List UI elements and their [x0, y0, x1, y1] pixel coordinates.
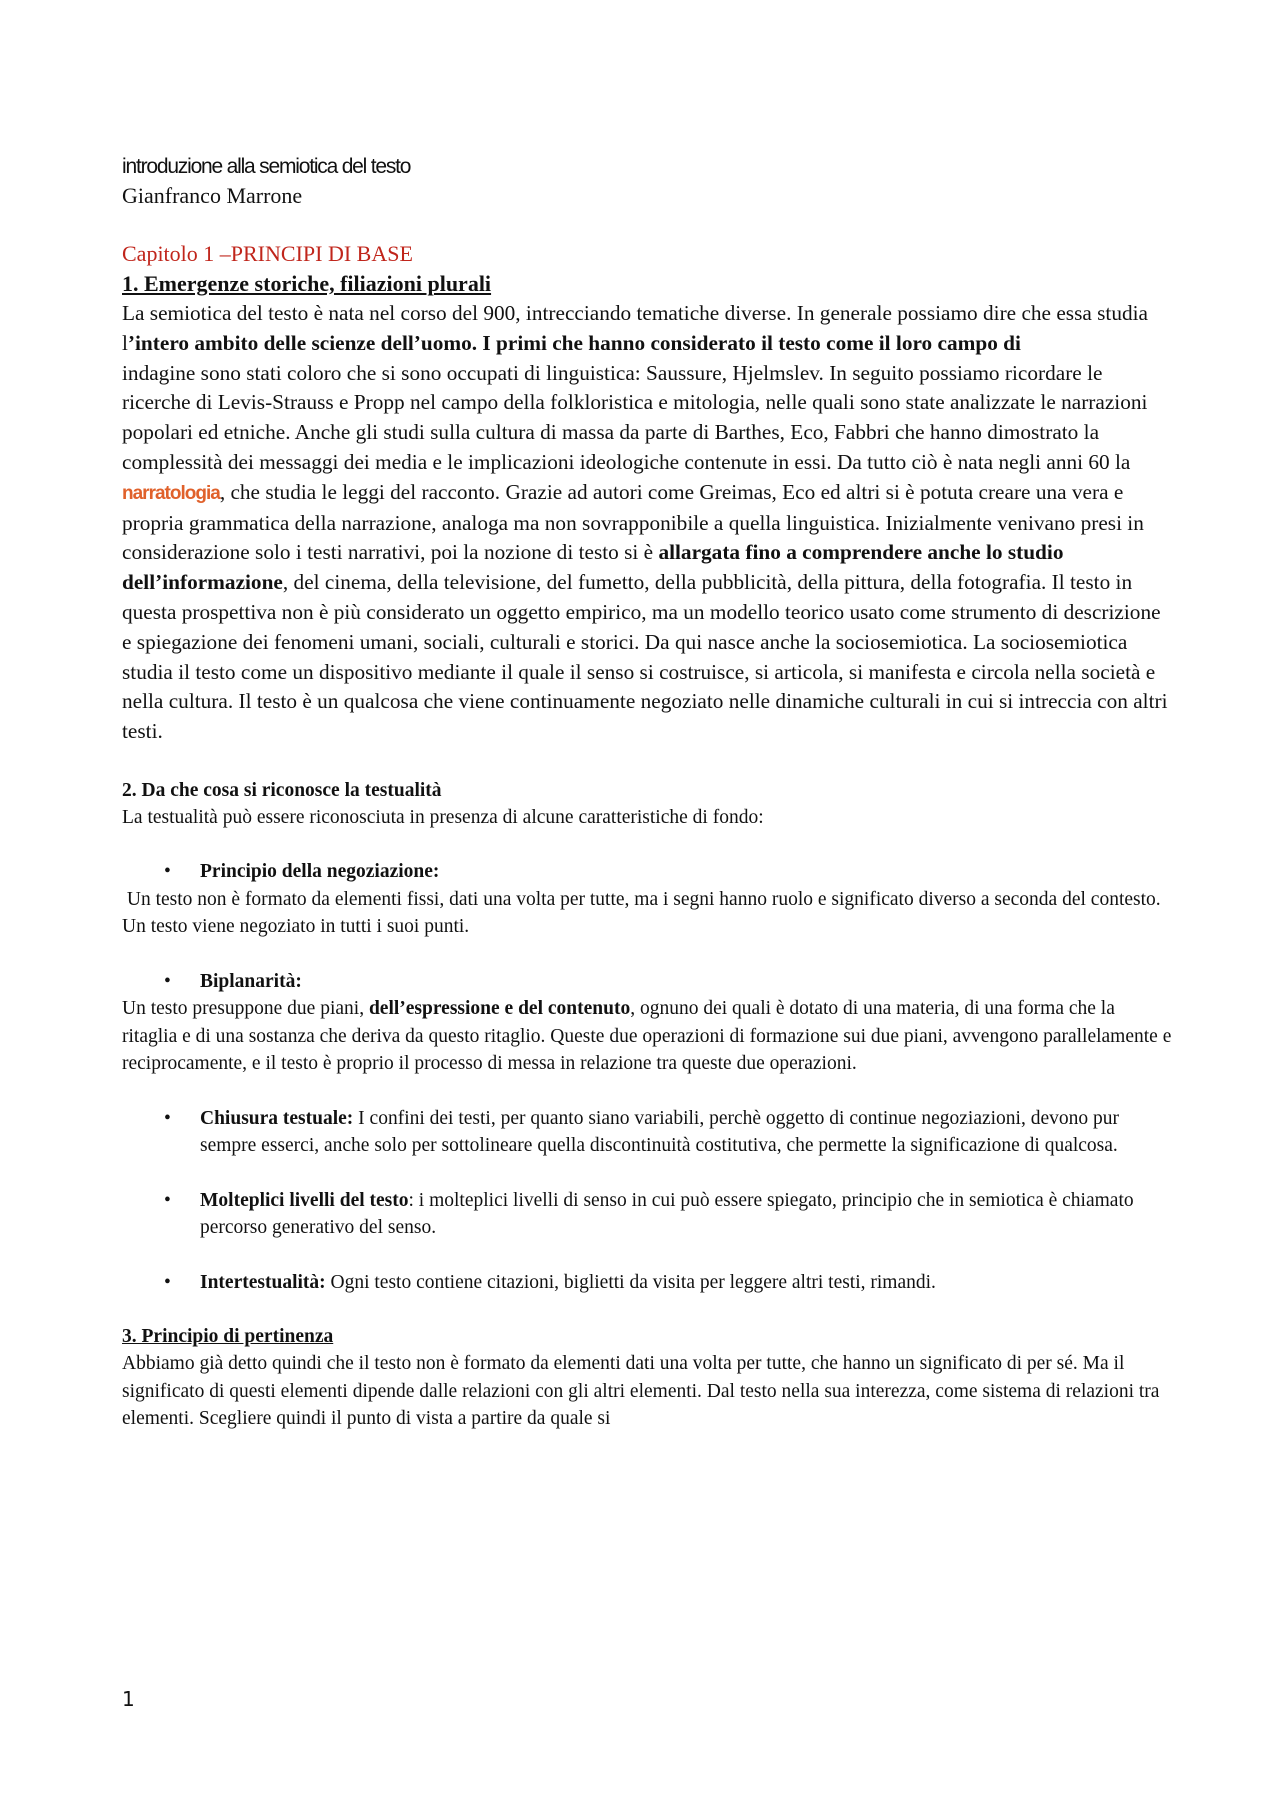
spacer: [122, 1160, 1172, 1187]
section-1-paragraph-1: [122, 299, 1172, 359]
spacer: [122, 941, 1172, 968]
bullet-item: [122, 1269, 1172, 1297]
bullet-text: I confini dei testi, per quanto siano variabili, perchè oggetto di continue negoziazioni, devono pur sempre esserci, anche solo per sottolineare quella discontinuità costitutiva, che permette la significazione di qualcosa.: [200, 1107, 1119, 1157]
bullet-description: [122, 995, 1172, 1078]
bullet-title: Intertestualità:: [200, 1271, 326, 1293]
spacer: [122, 1296, 1172, 1323]
author-name: Gianfranco Marrone: [122, 183, 303, 208]
section-2-heading: 2. Da che cosa si riconosce la testualità: [122, 779, 442, 801]
bold-text: ’intero ambito delle scienze dell’uomo. I primi che hanno considerato il testo come il loro campo di: [127, 330, 1021, 355]
spacer: [122, 831, 1172, 858]
bullet-item: [122, 968, 1172, 996]
bullet-title: Principio della negoziazione:: [200, 861, 440, 883]
bullet-icon: •: [164, 1107, 171, 1129]
section-3-paragraph: Abbiamo già detto quindi che il testo non è formato da elementi dati una volta per tutte, che hanno un significato di per sé. Ma il significato di questi elementi dipende dalle relazioni con gli altri elementi. Dal testo nella sua interezza, come sistema di relazioni tra elementi. Scegliere quindi il punto di vista a partire da quale si: [122, 1353, 1160, 1430]
paragraph-text: , ognuno dei quali è dotato di una materia, di una forma che la ritaglia e di una sostanza che deriva da questo ritaglio. Queste due operazioni di formazione sui due piani, avvengono parallelamente e reciprocamente, e il testo è proprio il processo di messa in relazione tra queste due operazioni.: [122, 998, 1172, 1075]
paragraph-text: indagine sono stati coloro che si sono occupati di linguistica: Saussure, Hjelmslev. In seguito possiamo ricordare le ricerche di Levis-Strauss e Propp nel campo della folkloristica e mitologia, nelle quali sono state analizzate le narrazioni popolari ed etniche. Anche gli studi sulla cultura di massa da parte di Barthes, Eco, Fabbri che hanno dimostrato la complessità dei messaggi dei media e le implicazioni ideologiche contenute in essi. Da tutto ciò è nata negli anni 60 la: [122, 360, 1148, 474]
bullet-item: [122, 1187, 1172, 1242]
highlighted-term: narratologia: [122, 482, 220, 504]
bullet-text: Ogni testo contiene citazioni, biglietti da visita per leggere altri testi, rimandi.: [325, 1271, 936, 1293]
bullet-title: Molteplici livelli del testo: [200, 1189, 409, 1211]
paragraph-text: Un testo presuppone due piani,: [122, 998, 369, 1020]
bullet-title: Chiusura testuale:: [200, 1107, 354, 1129]
bullet-icon: •: [164, 1189, 171, 1211]
bullet-title: Biplanarità:: [200, 970, 302, 992]
chapter-heading: Capitolo 1 –PRINCIPI DI BASE: [122, 241, 413, 266]
document-title: introduzione alla semiotica del testo: [122, 155, 411, 178]
section-1-heading: 1. Emergenze storiche, filiazioni plurali: [122, 271, 492, 296]
section-3-heading: 3. Principio di pertinenza: [122, 1326, 334, 1348]
bullet-icon: •: [164, 861, 171, 883]
spacer: [122, 1242, 1172, 1269]
bullet-text: : i molteplici livelli di senso in cui può essere spiegato, principio che in semiotica è chiamato percorso generativo del senso.: [200, 1189, 1134, 1239]
paragraph-text: , che studia le leggi del racconto. Grazie ad autori come Greimas, Eco ed altri si è potuta creare una vera e propria grammatica della narrazione, analoga ma non sovrapponibile a quella linguistica. Inizialmente venivano presi in considerazione solo i testi narrativi, poi la nozione di testo si è: [122, 479, 1144, 565]
bullet-description: Un testo non è formato da elementi fissi, dati una volta per tutte, ma i segni hanno ruolo e significato diverso a seconda del contesto. Un testo viene negoziato in tutti i suoi punti.: [122, 888, 1161, 938]
bold-text: allargata fino a comprendere anche lo studio dell’informazione: [122, 540, 1064, 595]
page-content: [122, 153, 1172, 1433]
paragraph-text: La semiotica del testo è nata nel corso del 900, intrecciando tematiche diverse. In generale possiamo dire che essa studia l: [122, 301, 1149, 355]
section-2-intro: La testualità può essere riconosciuta in presenza di alcune caratteristiche di fondo:: [122, 806, 764, 828]
bullet-item: [122, 1105, 1172, 1160]
spacer: [122, 1078, 1172, 1105]
bold-text: dell’espressione e del contenuto: [368, 998, 631, 1020]
page-number: 1: [122, 1687, 135, 1711]
bullet-icon: •: [164, 1271, 171, 1293]
section-1-paragraph-2: [122, 359, 1172, 747]
paragraph-text: , del cinema, della televisione, del fumetto, della pubblicità, della pittura, della fotografia. Il testo in questa prospettiva non è più considerato un oggetto empirico, ma un modello teorico usato come strumento di descrizione e spiegazione dei fenomeni umani, sociali, culturali e storici. Da qui nasce anche la sociosemiotica. La sociosemiotica studia il testo come un dispositivo mediante il quale il senso si costruisce, si articola, si manifesta e circola nella società e nella cultura. Il testo è un qualcosa che viene continuamente negoziato nelle dinamiche culturali in cui si intreccia con altri testi.: [122, 570, 1168, 744]
bullet-item: [122, 858, 1172, 886]
bullet-icon: •: [164, 970, 171, 992]
